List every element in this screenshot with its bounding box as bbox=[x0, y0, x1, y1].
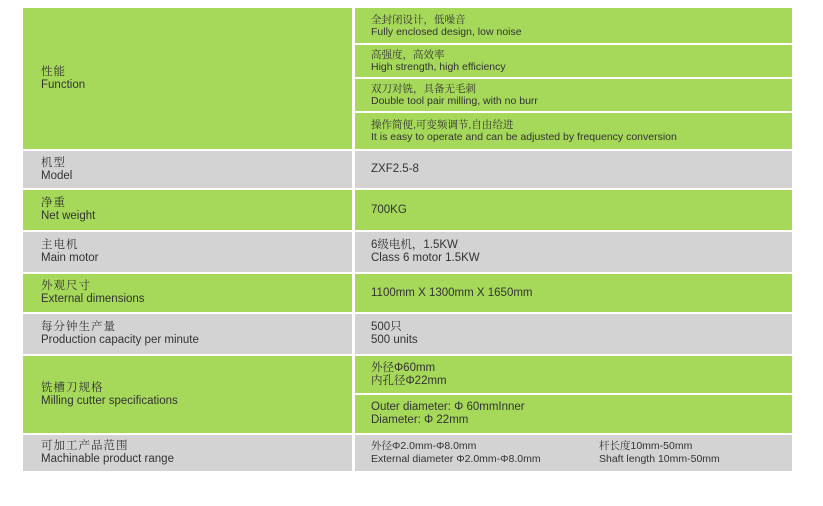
dimensions-label-zh: 外观尺寸 bbox=[41, 280, 91, 292]
dimensions-label-en: External dimensions bbox=[41, 293, 145, 305]
function-item-2-en: High strength, high efficiency bbox=[371, 61, 506, 73]
function-item-4-zh: 操作简便,可变频调节,自由给进 bbox=[371, 119, 514, 131]
function-label bbox=[23, 8, 352, 149]
range-label-zh: 可加工产品范围 bbox=[41, 440, 129, 452]
net-weight-label-en: Net weight bbox=[41, 210, 96, 222]
net-weight-label-zh: 净重 bbox=[41, 197, 66, 209]
main-motor-value-cell bbox=[355, 232, 792, 272]
function-values bbox=[355, 8, 792, 149]
net-weight-cell bbox=[355, 190, 792, 230]
range-values bbox=[355, 435, 792, 471]
cutter-value-en-1: Outer diameter: Φ 60mmInner bbox=[371, 401, 525, 413]
cutter-label-en: Milling cutter specifications bbox=[41, 394, 178, 407]
range-left-zh: 外径Φ2.0mm-Φ8.0mm bbox=[371, 440, 477, 452]
row-model bbox=[23, 151, 792, 188]
net-weight-value-cell bbox=[355, 190, 792, 230]
range-right-en: Shaft length 10mm-50mm bbox=[599, 453, 720, 465]
model-label-en: Model bbox=[41, 169, 73, 182]
model-value: ZXF2.5-8 bbox=[371, 163, 419, 175]
cutter-value-zh-2: 内孔径Φ22mm bbox=[371, 374, 447, 387]
capacity-value-zh: 500只 bbox=[371, 321, 402, 333]
model-cell bbox=[355, 151, 792, 188]
function-item-2-zh: 高强度，高效率 bbox=[371, 49, 445, 61]
dimensions-value: 1100mm X 1300mm X 1650mm bbox=[371, 286, 533, 299]
main-motor-label-zh: 主电机 bbox=[41, 239, 79, 251]
model-label-zh: 机型 bbox=[41, 156, 66, 169]
function-item-3-zh: 双刀对铣，具备无毛刺 bbox=[371, 83, 476, 95]
main-motor-value-en: Class 6 motor 1.5KW bbox=[371, 252, 480, 264]
function-item-1-zh: 全封闭设计，低噪音 bbox=[371, 13, 466, 26]
range-label bbox=[23, 435, 352, 471]
capacity-cell bbox=[355, 314, 792, 354]
function-item-4 bbox=[355, 113, 792, 149]
cutter-values bbox=[355, 356, 792, 433]
range-left bbox=[371, 435, 541, 471]
capacity-label-zh: 每分钟生产量 bbox=[41, 321, 116, 333]
main-motor-label bbox=[23, 232, 352, 272]
range-label-en: Machinable product range bbox=[41, 453, 174, 465]
model-label bbox=[23, 151, 352, 188]
function-item-3-en: Double tool pair milling, with no burr bbox=[371, 95, 538, 107]
function-label-zh: 性能 bbox=[41, 65, 66, 78]
main-motor-label-en: Main motor bbox=[41, 252, 99, 264]
capacity-value-cell bbox=[355, 314, 792, 354]
model-value-cell bbox=[355, 151, 792, 188]
range-left-en: External diameter Φ2.0mm-Φ8.0mm bbox=[371, 453, 541, 465]
main-motor-value-zh: 6级电机，1.5KW bbox=[371, 239, 458, 251]
main-motor-cell bbox=[355, 232, 792, 272]
cutter-label bbox=[23, 356, 352, 433]
function-item-4-en: It is easy to operate and can be adjusted by frequency conversion bbox=[371, 131, 677, 143]
row-capacity bbox=[23, 314, 792, 354]
function-item-3 bbox=[355, 79, 792, 111]
row-dimensions bbox=[23, 274, 792, 312]
function-label-en: Function bbox=[41, 78, 86, 91]
function-item-2 bbox=[355, 45, 792, 77]
cutter-value-zh-1: 外径Φ60mm bbox=[371, 361, 436, 374]
row-range bbox=[23, 435, 792, 471]
dimensions-label bbox=[23, 274, 352, 312]
capacity-label-en: Production capacity per minute bbox=[41, 334, 199, 346]
capacity-value-en: 500 units bbox=[371, 334, 418, 346]
cutter-cell-zh bbox=[355, 356, 792, 393]
row-net-weight bbox=[23, 190, 792, 230]
dimensions-value-cell bbox=[355, 274, 792, 312]
dimensions-cell bbox=[355, 274, 792, 312]
row-cutter bbox=[23, 356, 792, 433]
row-function bbox=[23, 8, 792, 149]
net-weight-value: 700KG bbox=[371, 203, 407, 216]
range-right-zh: 杆长度10mm-50mm bbox=[599, 440, 693, 452]
row-main-motor bbox=[23, 232, 792, 272]
function-item-1-en: Fully enclosed design, low noise bbox=[371, 25, 522, 38]
net-weight-label bbox=[23, 190, 352, 230]
range-right bbox=[599, 435, 720, 471]
cutter-label-zh: 铣槽刀规格 bbox=[41, 381, 104, 394]
cutter-value-en-2: Diameter: Φ 22mm bbox=[371, 414, 469, 426]
function-item-1 bbox=[355, 8, 792, 43]
cutter-cell-en bbox=[355, 395, 792, 433]
capacity-label bbox=[23, 314, 352, 354]
